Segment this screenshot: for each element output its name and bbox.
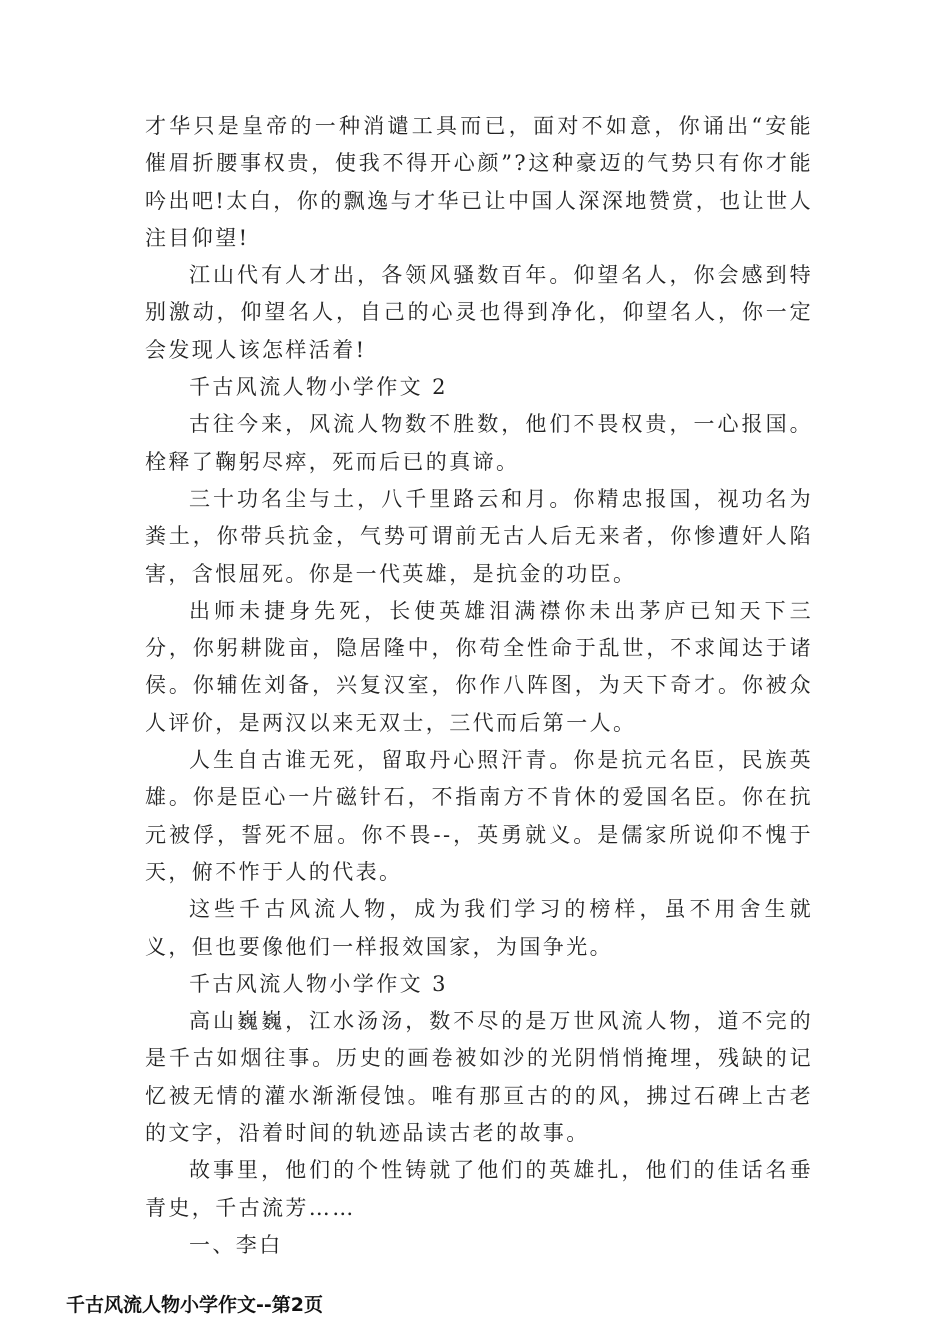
paragraph: 故事里，他们的个性铸就了他们的英雄扎，他们的佳话名垂青史，千古流芳…… xyxy=(145,1158,813,1220)
paragraph: 江山代有人才出，各领风骚数百年。仰望名人，你会感到特别激动，仰望名人，自己的心灵也得到净化，仰望名人，你一定会发现人该怎样活着! xyxy=(145,263,813,362)
subsection-heading: 一、李白 xyxy=(189,1232,283,1257)
paragraph: 古往今来，风流人物数不胜数，他们不畏权贵，一心报国。栓释了鞠躬尽瘁，死而后已的真谛。 xyxy=(145,412,813,474)
paragraph: 出师未捷身先死，长使英雄泪满襟你未出茅庐已知天下三分，你躬耕陇亩，隐居隆中，你苟全性命于乱世，不求闻达于诸侯。你辅佐刘备，兴复汉室，你作八阵图，为天下奇才。你被众人评价，是两汉以来无双士，三代而后第一人。 xyxy=(145,598,813,735)
paragraph: 这些千古风流人物，成为我们学习的榜样，虽不用舍生就义，但也要像他们一样报效国家，为国争光。 xyxy=(145,897,813,959)
paragraph-continuation: 才华只是皇帝的一种消谴工具而已，面对不如意，你诵出“安能催眉折腰事权贵，使我不得开心颜”?这种豪迈的气势只有你才能吟出吧!太白，你的飘逸与才华已让中国人深深地赞赏，也让世人注目仰望! xyxy=(145,114,813,250)
page-footer: 千古风流人物小学作文--第2页 xyxy=(66,1294,323,1316)
paragraph: 高山巍巍，江水汤汤，数不尽的是万世风流人物，道不完的是千古如烟往事。历史的画卷被如沙的光阴悄悄掩埋，残缺的记忆被无情的灌水渐渐侵蚀。唯有那亘古的的风，拂过石碑上古老的文字，沿着时间的轨迹品读古老的故事。 xyxy=(145,1009,813,1146)
section-heading: 千古风流人物小学作文 2 xyxy=(189,375,448,400)
document-body xyxy=(145,108,813,1264)
section-heading: 千古风流人物小学作文 3 xyxy=(189,971,448,996)
paragraph: 三十功名尘与土，八千里路云和月。你精忠报国，视功名为粪土，你带兵抗金，气势可谓前无古人后无来者，你惨遭奸人陷害，含恨屈死。你是一代英雄，是抗金的功臣。 xyxy=(145,486,813,586)
paragraph: 人生自古谁无死，留取丹心照汗青。你是抗元名臣，民族英雄。你是臣心一片磁针石，不指南方不肯休的爱国名臣。你在抗元被俘，誓死不屈。你不畏--，英勇就义。是儒家所说仰不愧于天，俯不怍于人的代表。 xyxy=(145,748,813,884)
